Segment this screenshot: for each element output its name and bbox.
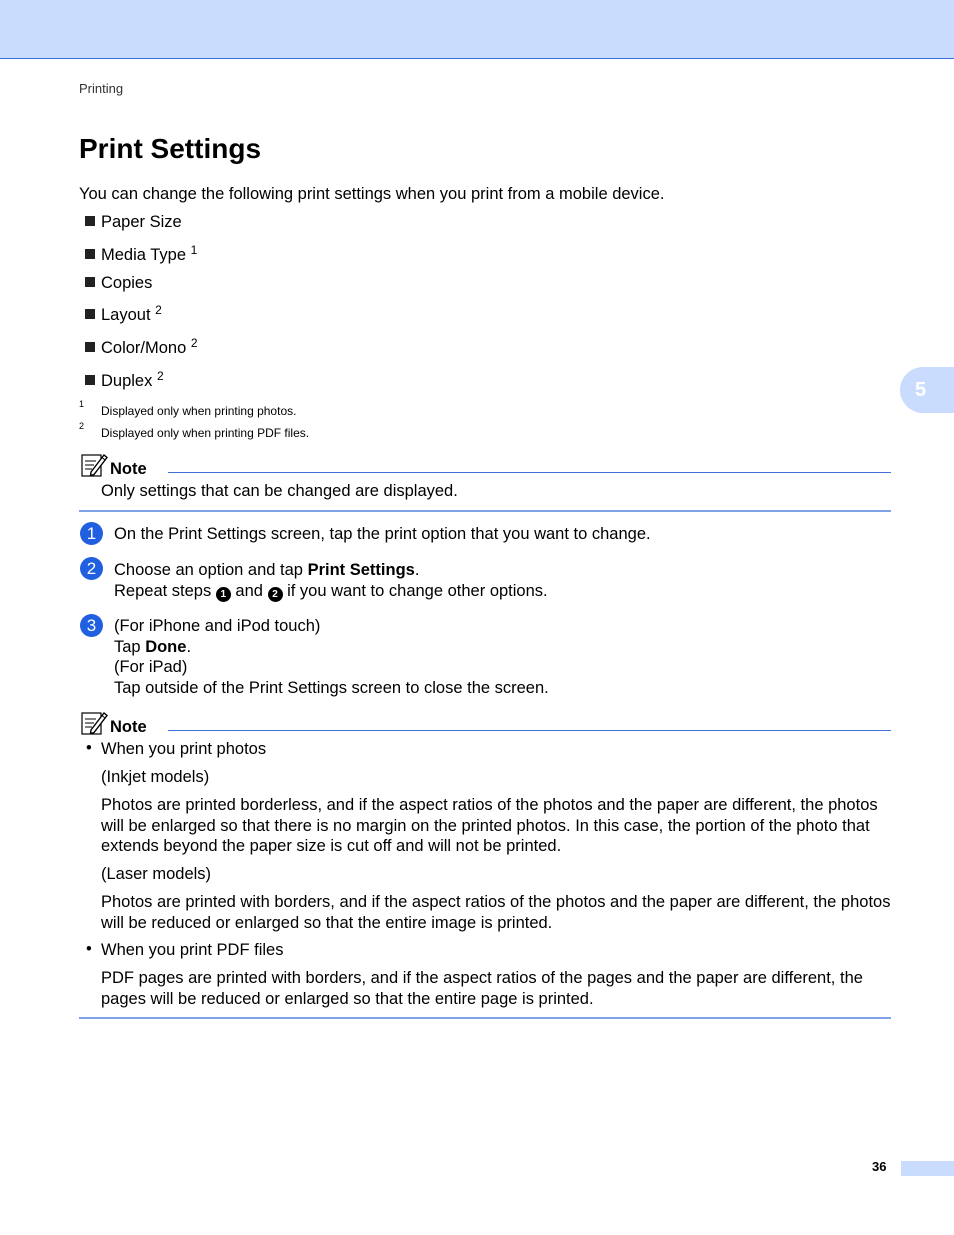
note-end-rule — [79, 1017, 891, 1019]
note-end-rule — [79, 510, 891, 512]
step-ref-1: 1 — [216, 587, 231, 602]
note-label: Note — [110, 460, 147, 478]
list-item: Paper Size — [85, 213, 182, 232]
list-item: Color/Mono $^2$ — [85, 339, 198, 358]
bullet-icon: • — [86, 739, 92, 757]
step-number-3: 3 — [80, 614, 103, 637]
list-item: Duplex $^2$ — [85, 372, 164, 391]
note-bullet-photos: When you print photos — [101, 740, 267, 758]
step-2-text: Choose an option and tap Print Settings. Repeat steps 1 and 2 if you want to change other options. — [114, 561, 548, 600]
note-pencil-icon — [80, 452, 108, 478]
laser-text: Photos are printed with borders, and if the aspect ratios of the photos and the paper are different, the photos will be reduced or enlarged so that the entire image is printed. — [101, 893, 891, 932]
footnote-ref: 2 — [190, 336, 198, 350]
square-bullet-icon — [85, 216, 95, 226]
note-text: Only settings that can be changed are displayed. — [101, 482, 458, 500]
square-bullet-icon — [85, 277, 95, 287]
note-rule — [168, 730, 891, 731]
footnote-ref: 2 — [155, 303, 162, 317]
header-band — [0, 0, 954, 59]
step-ref-2: 2 — [268, 587, 283, 602]
step-1-text: On the Print Settings screen, tap the print option that you want to change. — [114, 525, 651, 543]
step-number-2: 2 — [80, 557, 103, 580]
footnote-ref: 1 — [190, 243, 198, 257]
step-3-text: (For iPhone and iPod touch) Tap Done. (For iPad) Tap outside of the Print Settings screen to close the screen. — [114, 617, 549, 697]
inkjet-text: Photos are printed borderless, and if the aspect ratios of the photos and the paper are different, the photos will be enlarged so that there is no margin on the printed photos. In this case, the portion of the photo that extends beyond the paper size is cut off and will not be printed. — [101, 796, 878, 855]
footer-bar — [901, 1161, 954, 1176]
square-bullet-icon — [85, 309, 95, 319]
list-item: Layout $^2$ — [85, 306, 162, 325]
inkjet-heading: (Inkjet models) — [101, 768, 210, 786]
list-item: Media Type $^1$ — [85, 246, 197, 265]
square-bullet-icon — [85, 342, 95, 352]
note-pencil-icon — [80, 710, 108, 736]
page-number: 36 — [872, 1159, 887, 1174]
page-title: Print Settings — [79, 133, 262, 164]
pdf-text: PDF pages are printed with borders, and if the aspect ratios of the pages and the paper are different, the pages will be reduced or enlarged so that the entire page is printed. — [101, 969, 863, 1008]
laser-heading: (Laser models) — [101, 865, 212, 883]
list-item: Copies — [85, 274, 152, 293]
square-bullet-icon — [85, 375, 95, 385]
footnote-ref: 2 — [156, 369, 164, 383]
intro-text: You can change the following print settings when you print from a mobile device. — [79, 185, 665, 203]
note-bullet-pdf: When you print PDF files — [101, 941, 284, 959]
square-bullet-icon — [85, 249, 95, 259]
running-header: Printing — [79, 81, 124, 96]
step-number-1: 1 — [80, 522, 103, 545]
note-label: Note — [110, 718, 147, 736]
bullet-icon: • — [86, 940, 92, 958]
chapter-tab: 5 — [900, 367, 954, 413]
note-rule — [168, 472, 891, 473]
